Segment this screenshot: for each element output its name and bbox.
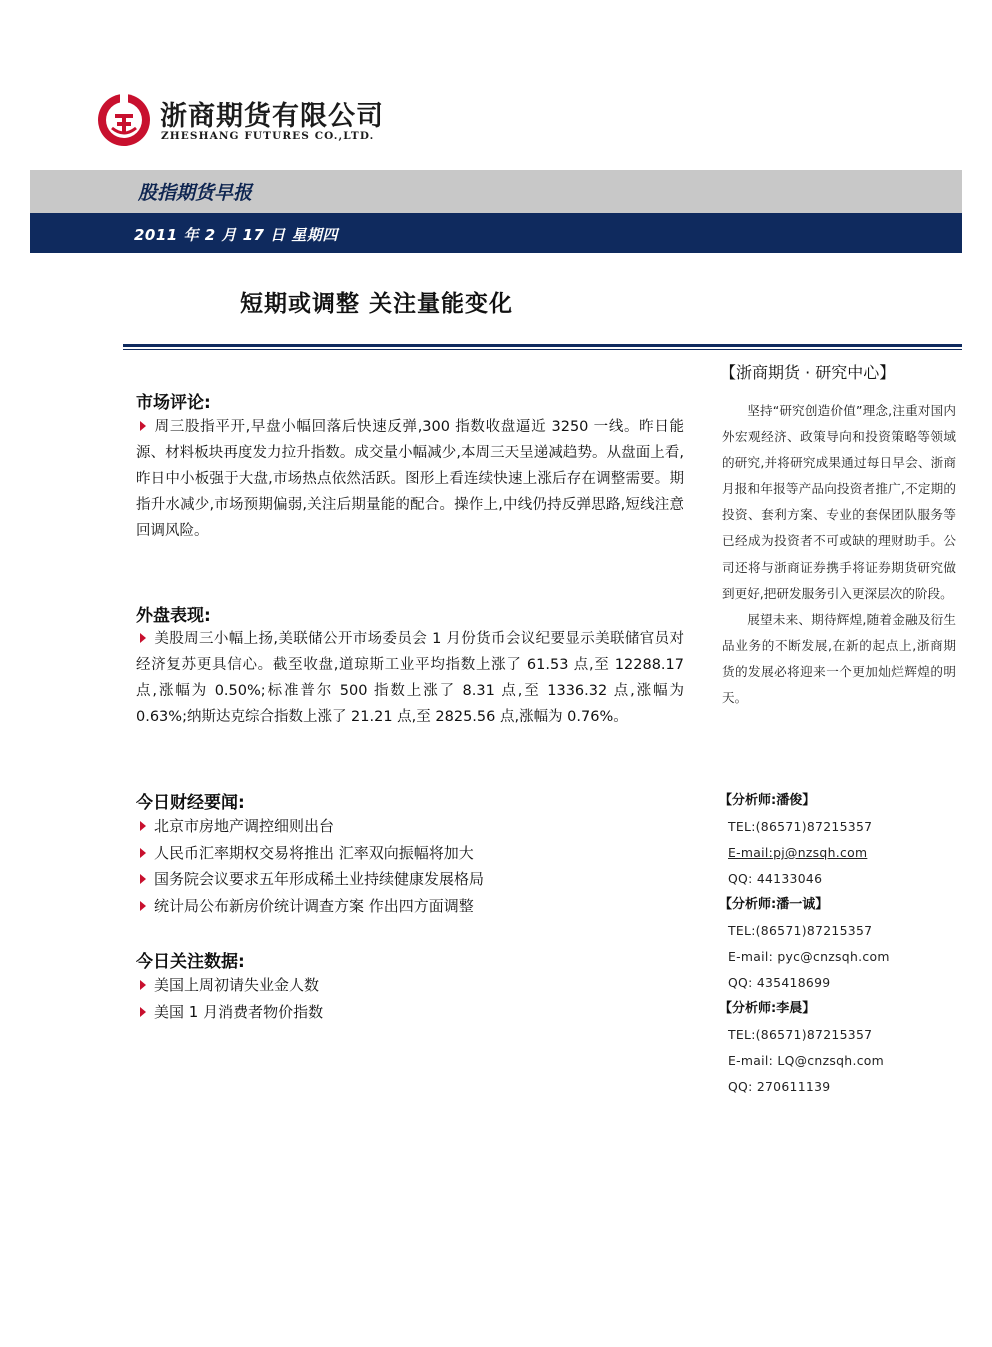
bullet-arrow-icon xyxy=(140,874,146,884)
divider-thin xyxy=(123,349,962,350)
section-title-news: 今日财经要闻: xyxy=(136,793,245,813)
company-name-en: ZHESHANG FUTURES CO.,LTD. xyxy=(161,130,375,142)
list-item: 人民币汇率期权交易将推出 汇率双向振幅将加大 xyxy=(136,840,484,867)
list-item: 美国 1 月消费者物价指数 xyxy=(136,999,323,1026)
report-date-bar xyxy=(30,213,962,253)
analyst-tel: TEL:(86571)87215357 xyxy=(728,923,873,938)
analyst-card xyxy=(719,892,958,996)
analyst-name: 【分析师:潘俊】 xyxy=(719,793,816,808)
bullet-arrow-icon xyxy=(140,901,146,911)
section-title-overseas: 外盘表现: xyxy=(136,606,211,626)
analyst-name: 【分析师:潘一诚】 xyxy=(719,897,829,912)
bullet-arrow-icon xyxy=(140,1007,146,1017)
bullet-arrow-icon xyxy=(140,848,146,858)
data-focus-list xyxy=(136,972,323,1025)
bullet-arrow-icon xyxy=(140,421,146,431)
list-item: 美国上周初请失业金人数 xyxy=(136,972,323,999)
overseas-text: 美股周三小幅上扬,美联储公开市场委员会 1 月份货币会议纪要显示美联储官员对经济复苏更具信心。截至收盘,道琼斯工业平均指数上涨了 61.53 点,至 12288.17 点,涨幅为 0.50%;标准普尔 500 指数上涨了 8.31 点,至 1336.32 点,涨幅为 0.63%;纳斯达克综合指数上涨了 21.21 点,至 2825.56 点,涨幅为 0.76%。 xyxy=(136,631,684,725)
analyst-email[interactable]: E-mail: pyc@cnzsqh.com xyxy=(728,949,890,964)
company-name-cn: 浙商期货有限公司 xyxy=(160,101,384,132)
bullet-arrow-icon xyxy=(140,980,146,990)
analyst-list xyxy=(719,788,958,1100)
intro-paragraph-1: 坚持“研究创造价值”理念,注重对国内外宏观经济、政策导向和投资策略等领域的研究,并将研究成果通过每日早会、浙商月报和年报等产品向投资者推广,不定期的投资、套利方案、专业的套保团队服务等已经成为投资者不可或缺的理财助手。公司还将与浙商证券携手将证券期货研究做到更好,把研发服务引入更深层次的阶段。 xyxy=(722,403,956,601)
research-center-intro xyxy=(722,398,956,711)
analyst-tel: TEL:(86571)87215357 xyxy=(728,1027,873,1042)
report-name: 股指期货早报 xyxy=(138,182,253,204)
intro-paragraph-2: 展望未来、期待辉煌,随着金融及衍生品业务的不断发展,在新的起点上,浙商期货的发展必将迎来一个更加灿烂辉煌的明天。 xyxy=(722,611,956,706)
analyst-tel: TEL:(86571)87215357 xyxy=(728,819,873,834)
divider-thick xyxy=(123,344,962,347)
list-item: 统计局公布新房价统计调查方案 作出四方面调整 xyxy=(136,893,484,920)
analyst-email[interactable]: E-mail:pj@nzsqh.com xyxy=(728,845,868,860)
list-item: 北京市房地产调控细则出台 xyxy=(136,813,484,840)
section-title-market-comment: 市场评论: xyxy=(136,393,211,413)
analyst-qq: QQ: 435418699 xyxy=(728,975,831,990)
news-list xyxy=(136,813,484,919)
analyst-card xyxy=(719,996,958,1100)
bullet-arrow-icon xyxy=(140,821,146,831)
report-date: 2011 年 2 月 17 日 星期四 xyxy=(134,226,338,244)
research-center-title: 【浙商期货 · 研究中心】 xyxy=(720,363,896,382)
company-logo xyxy=(96,92,386,152)
analyst-card xyxy=(719,788,958,892)
section-title-data-focus: 今日关注数据: xyxy=(136,952,245,972)
headline: 短期或调整 关注量能变化 xyxy=(240,291,514,317)
market-comment-paragraph xyxy=(136,414,684,544)
analyst-email[interactable]: E-mail: LQ@cnzsqh.com xyxy=(728,1053,885,1068)
market-comment-text: 周三股指平开,早盘小幅回落后快速反弹,300 指数收盘逼近 3250 一线。昨日能源、材料板块再度发力拉升指数。成交量小幅减少,本周三天呈递减趋势。从盘面上看,昨日中小板强于大盘,市场热点依然活跃。图形上看连续快速上涨后存在调整需要。期指升水减少,市场预期偏弱,关注后期量能的配合。操作上,中线仍持反弹思路,短线注意回调风险。 xyxy=(136,419,684,539)
overseas-paragraph xyxy=(136,626,684,730)
list-item: 国务院会议要求五年形成稀土业持续健康发展格局 xyxy=(136,866,484,893)
zheshang-logo-icon xyxy=(96,92,152,148)
report-title-bar xyxy=(30,170,962,213)
analyst-qq: QQ: 270611139 xyxy=(728,1079,831,1094)
analyst-qq: QQ: 44133046 xyxy=(728,871,823,886)
bullet-arrow-icon xyxy=(140,633,146,643)
analyst-name: 【分析师:李晨】 xyxy=(719,1001,816,1016)
